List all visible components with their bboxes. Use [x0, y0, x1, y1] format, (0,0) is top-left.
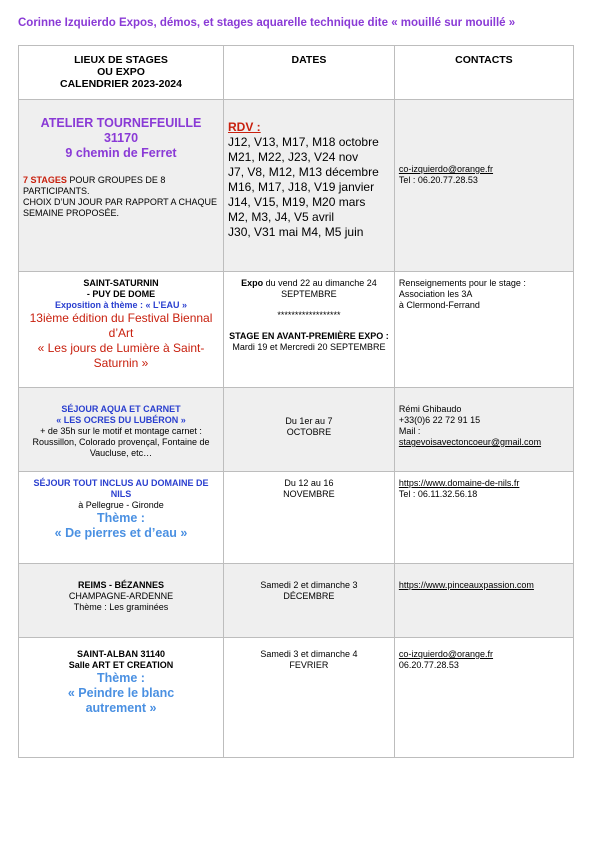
date-line: J12, V13, M17, M18 octobre — [228, 135, 379, 149]
contact-cell — [394, 100, 573, 272]
place-cell — [19, 638, 224, 758]
stage-dates: Mardi 19 et Mercredi 20 SEPTEMBRE — [232, 342, 386, 352]
place-name: REIMS - BÉZANNES — [78, 580, 165, 590]
contact-cell — [394, 272, 573, 388]
theme-name: « De pierres et d’eau » — [54, 526, 188, 540]
contact-name: Rémi Ghibaudo — [398, 404, 462, 414]
place-zip: 31170 — [103, 131, 139, 145]
table-row — [19, 472, 574, 564]
date-line: M21, M22, J23, V24 nov — [228, 150, 359, 164]
stage-label: STAGE EN AVANT-PREMIÈRE EXPO : — [229, 331, 389, 341]
header-dates: DATES — [224, 46, 395, 100]
contact-mail-label: Mail : — [398, 426, 421, 436]
contact-line: Association les 3A — [398, 289, 473, 299]
table-row — [19, 638, 574, 758]
contact-line: Renseignements pour le stage : — [398, 278, 526, 288]
place-cell — [19, 100, 224, 272]
dates-cell — [224, 272, 395, 388]
dates-cell — [224, 472, 395, 564]
stages-table — [18, 45, 574, 758]
place-name: SÉJOUR AQUA ET CARNET — [61, 404, 181, 414]
place-salle: Salle ART ET CREATION — [68, 660, 174, 670]
place-name: SAINT-ALBAN 31140 — [76, 649, 166, 659]
date-line: FEVRIER — [289, 660, 329, 670]
date-line: M16, M17, J18, V19 janvier — [228, 180, 375, 194]
theme-label: Thème : — [97, 671, 145, 685]
table-row — [19, 100, 574, 272]
place-theme: Thème : Les graminées — [73, 602, 169, 612]
contact-line: à Clermond-Ferrand — [398, 300, 480, 310]
contact-tel: +33(0)6 22 72 91 15 — [398, 415, 481, 425]
date-line: J30, V31 mai M4, M5 juin — [228, 225, 364, 239]
place-name: SÉJOUR TOUT INCLUS AU DOMAINE DE NILS — [33, 478, 209, 499]
contact-cell — [394, 388, 573, 472]
table-header-row — [19, 46, 574, 100]
place-subtitle: « LES OCRES DU LUBÉRON » — [56, 415, 186, 425]
place-region: - PUY DE DOME — [86, 289, 156, 299]
dates-cell — [224, 564, 395, 638]
table-row — [19, 564, 574, 638]
date-line: Du 12 au 16 — [284, 478, 334, 488]
place-name: SAINT-SATURNIN — [83, 278, 159, 288]
date-line: NOVEMBRE — [283, 489, 335, 499]
place-cell — [19, 272, 224, 388]
place-location: à Pellegrue - Gironde — [78, 500, 164, 510]
theme-label: Thème : — [97, 511, 145, 525]
stages-info: 7 STAGES POUR GROUPES DE 8 PARTICIPANTS. — [23, 175, 166, 196]
place-description: + de 35h sur le motif et montage carnet : Roussillon, Colorado provençal, Fontaine de Vaucluse, etc… — [32, 426, 210, 458]
expo-dates: Expo du vend 22 au dimanche 24 SEPTEMBRE — [241, 278, 377, 299]
contact-cell — [394, 638, 573, 758]
header-contacts: CONTACTS — [394, 46, 573, 100]
rdv-label: RDV : — [228, 120, 261, 134]
contact-email[interactable]: co-izquierdo@orange.fr — [398, 164, 494, 174]
page-title: Corinne Izquierdo Expos, démos, et stages aquarelle technique dite « mouillé sur mouillé » — [18, 17, 516, 29]
festival-name: 13ième édition du Festival Biennal d’Art — [29, 311, 213, 340]
place-cell — [19, 564, 224, 638]
festival-subtitle: « Les jours de Lumière à Saint-Saturnin » — [37, 341, 205, 370]
contact-cell — [394, 564, 573, 638]
place-region: CHAMPAGNE-ARDENNE — [68, 591, 174, 601]
date-line: OCTOBRE — [286, 427, 332, 437]
date-line: Du 1er au 7 — [285, 416, 333, 426]
date-line: DÉCEMBRE — [283, 591, 335, 601]
header-places: LIEUX DE STAGES OU EXPO CALENDRIER 2023-2024 — [19, 46, 224, 100]
expo-theme: Exposition à thème : « L’EAU » — [54, 300, 188, 310]
date-line: Samedi 2 et dimanche 3 — [260, 580, 358, 590]
dates-cell — [224, 388, 395, 472]
contact-tel: Tel : 06.20.77.28.53 — [398, 175, 478, 185]
theme-name: « Peindre le blanc autrement » — [67, 686, 175, 715]
stages-note: CHOIX D’UN JOUR PAR RAPPORT A CHAQUE SEMAINE PROPOSÉE. — [23, 197, 218, 218]
separator: ****************** — [277, 310, 341, 320]
contact-email[interactable]: co-izquierdo@orange.fr — [398, 649, 494, 659]
table-row — [19, 272, 574, 388]
contact-url[interactable]: https://www.pinceauxpassion.com — [398, 580, 534, 590]
table-row — [19, 388, 574, 472]
date-line: J14, V15, M19, M20 mars — [228, 195, 366, 209]
contact-email[interactable]: stagevoisavectoncoeur@gmail.com — [398, 437, 542, 447]
place-address: 9 chemin de Ferret — [65, 146, 177, 160]
dates-cell — [224, 638, 395, 758]
date-line: J7, V8, M12, M13 décembre — [228, 165, 379, 179]
place-cell — [19, 472, 224, 564]
contact-cell — [394, 472, 573, 564]
date-line: M2, M3, J4, V5 avril — [228, 210, 335, 224]
place-cell — [19, 388, 224, 472]
contact-tel: 06.20.77.28.53 — [398, 660, 459, 670]
contact-tel: Tel : 06.11.32.56.18 — [398, 489, 478, 499]
place-name: ATELIER TOURNEFEUILLE — [40, 116, 202, 130]
contact-url[interactable]: https://www.domaine-de-nils.fr — [398, 478, 520, 488]
dates-cell — [224, 100, 395, 272]
date-line: Samedi 3 et dimanche 4 — [260, 649, 358, 659]
